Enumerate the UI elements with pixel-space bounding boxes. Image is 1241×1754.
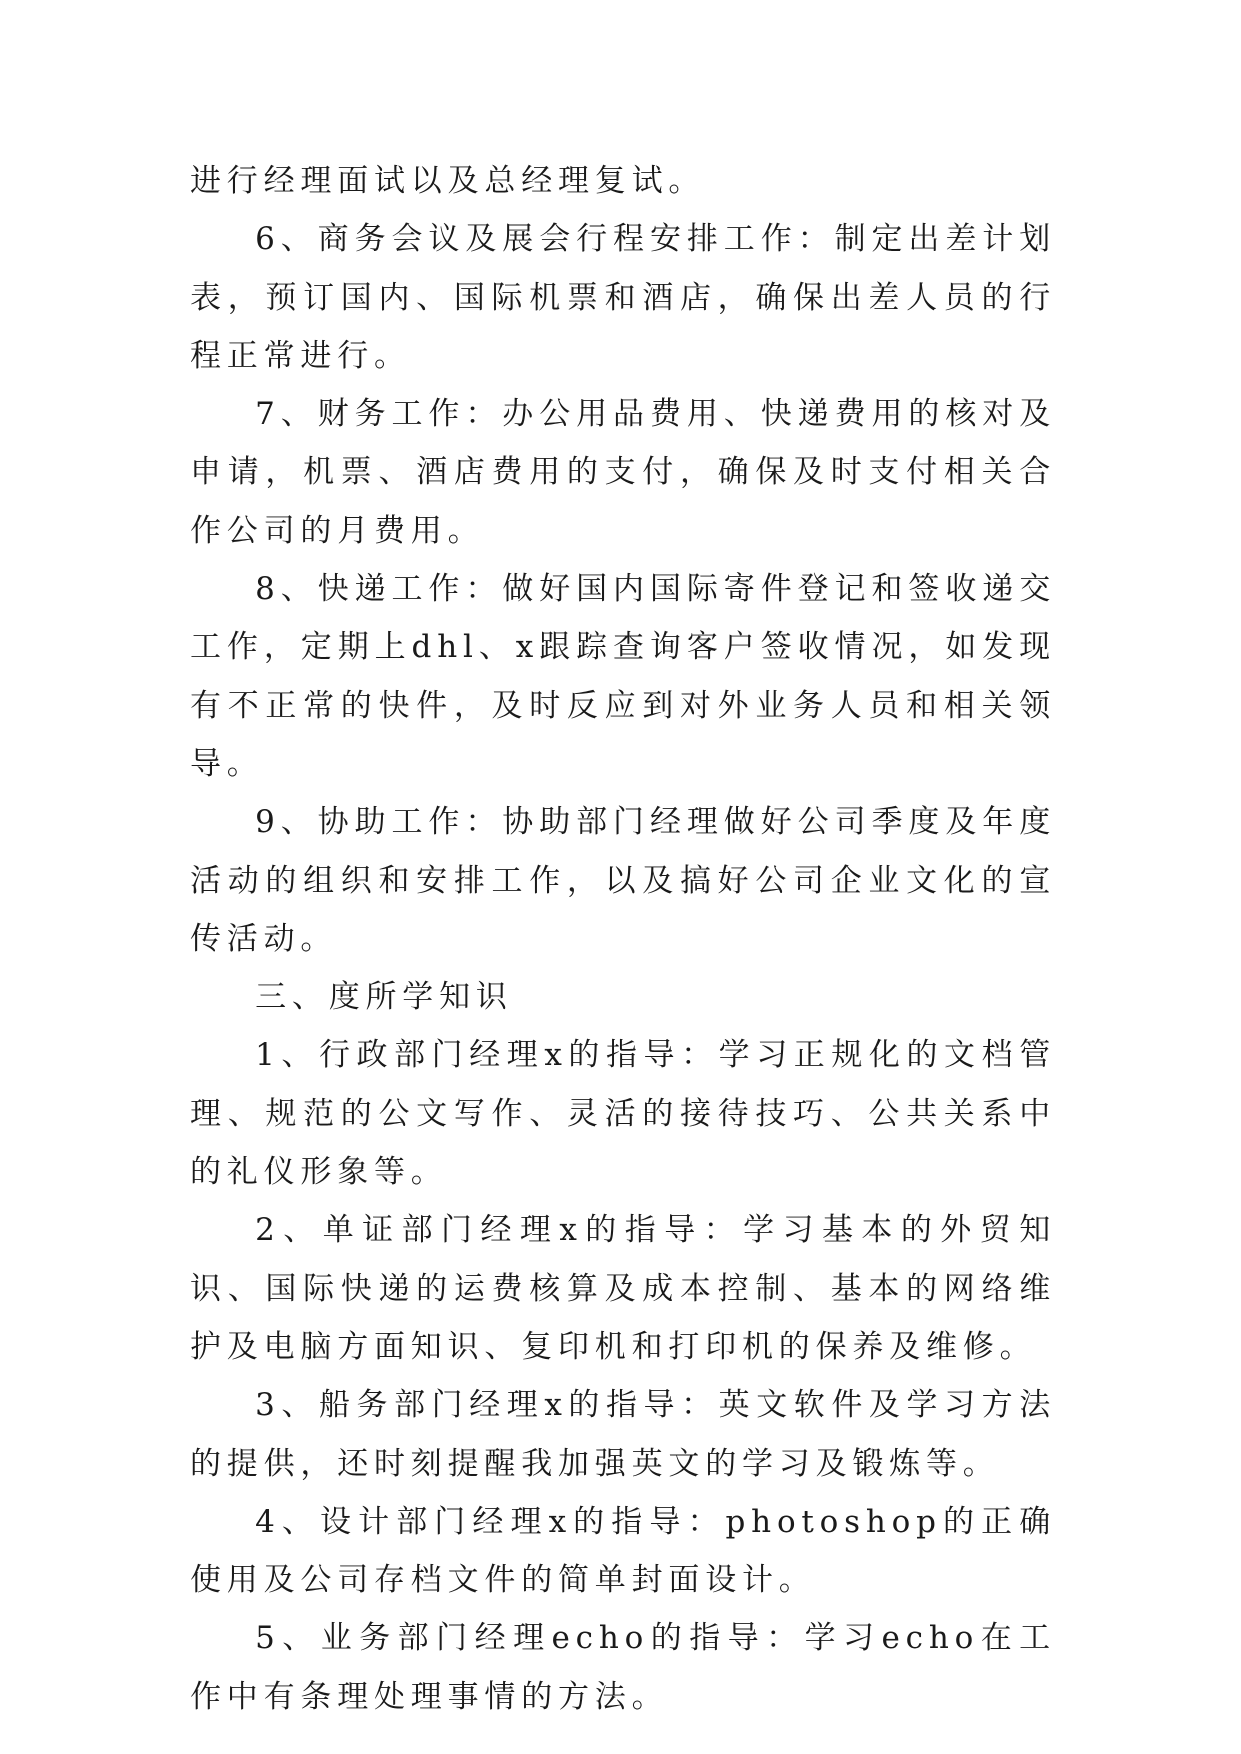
paragraph-item-7-finance: 7、财务工作：办公用品费用、快递费用的核对及申请，机票、酒店费用的支付，确保及时支付相关合作公司的月费用。 — [190, 396, 1056, 549]
paragraph-knowledge-2-documents: 2、单证部门经理x的指导：学习基本的外贸知识、国际快递的运费核算及成本控制、基本的网络维护及电脑方面知识、复印机和打印机的保养及维修。 — [190, 1212, 1056, 1365]
paragraph-knowledge-3-shipping: 3、船务部门经理x的指导：英文软件及学习方法的提供，还时刻提醒我加强英文的学习及锻炼等。 — [190, 1387, 1056, 1482]
paragraph-item-6-travel: 6、商务会议及展会行程安排工作：制定出差计划表，预订国内、国际机票和酒店，确保出差人员的行程正常进行。 — [190, 221, 1056, 374]
paragraph-knowledge-5-business: 5、业务部门经理echo的指导：学习echo在工作中有条理处理事情的方法。 — [190, 1620, 1056, 1715]
paragraph-interview-continuation: 进行经理面试以及总经理复试。 — [190, 163, 706, 199]
paragraph-knowledge-4-design: 4、设计部门经理x的指导：photoshop的正确使用及公司存档文件的简单封面设计。 — [190, 1503, 1056, 1599]
paragraph-knowledge-1-admin: 1、行政部门经理x的指导：学习正规化的文档管理、规范的公文写作、灵活的接待技巧、公共关系中的礼仪形象等。 — [190, 1037, 1056, 1191]
paragraph-item-8-express: 8、快递工作：做好国内国际寄件登记和签收递交工作，定期上dhl、x跟踪查询客户签收情况，如发现有不正常的快件，及时反应到对外业务人员和相关领导。 — [190, 571, 1056, 782]
paragraph-item-9-assist: 9、协助工作：协助部门经理做好公司季度及年度活动的组织和安排工作，以及搞好公司企业文化的宣传活动。 — [190, 804, 1056, 957]
section-heading-knowledge: 三、度所学知识 — [255, 979, 513, 1016]
